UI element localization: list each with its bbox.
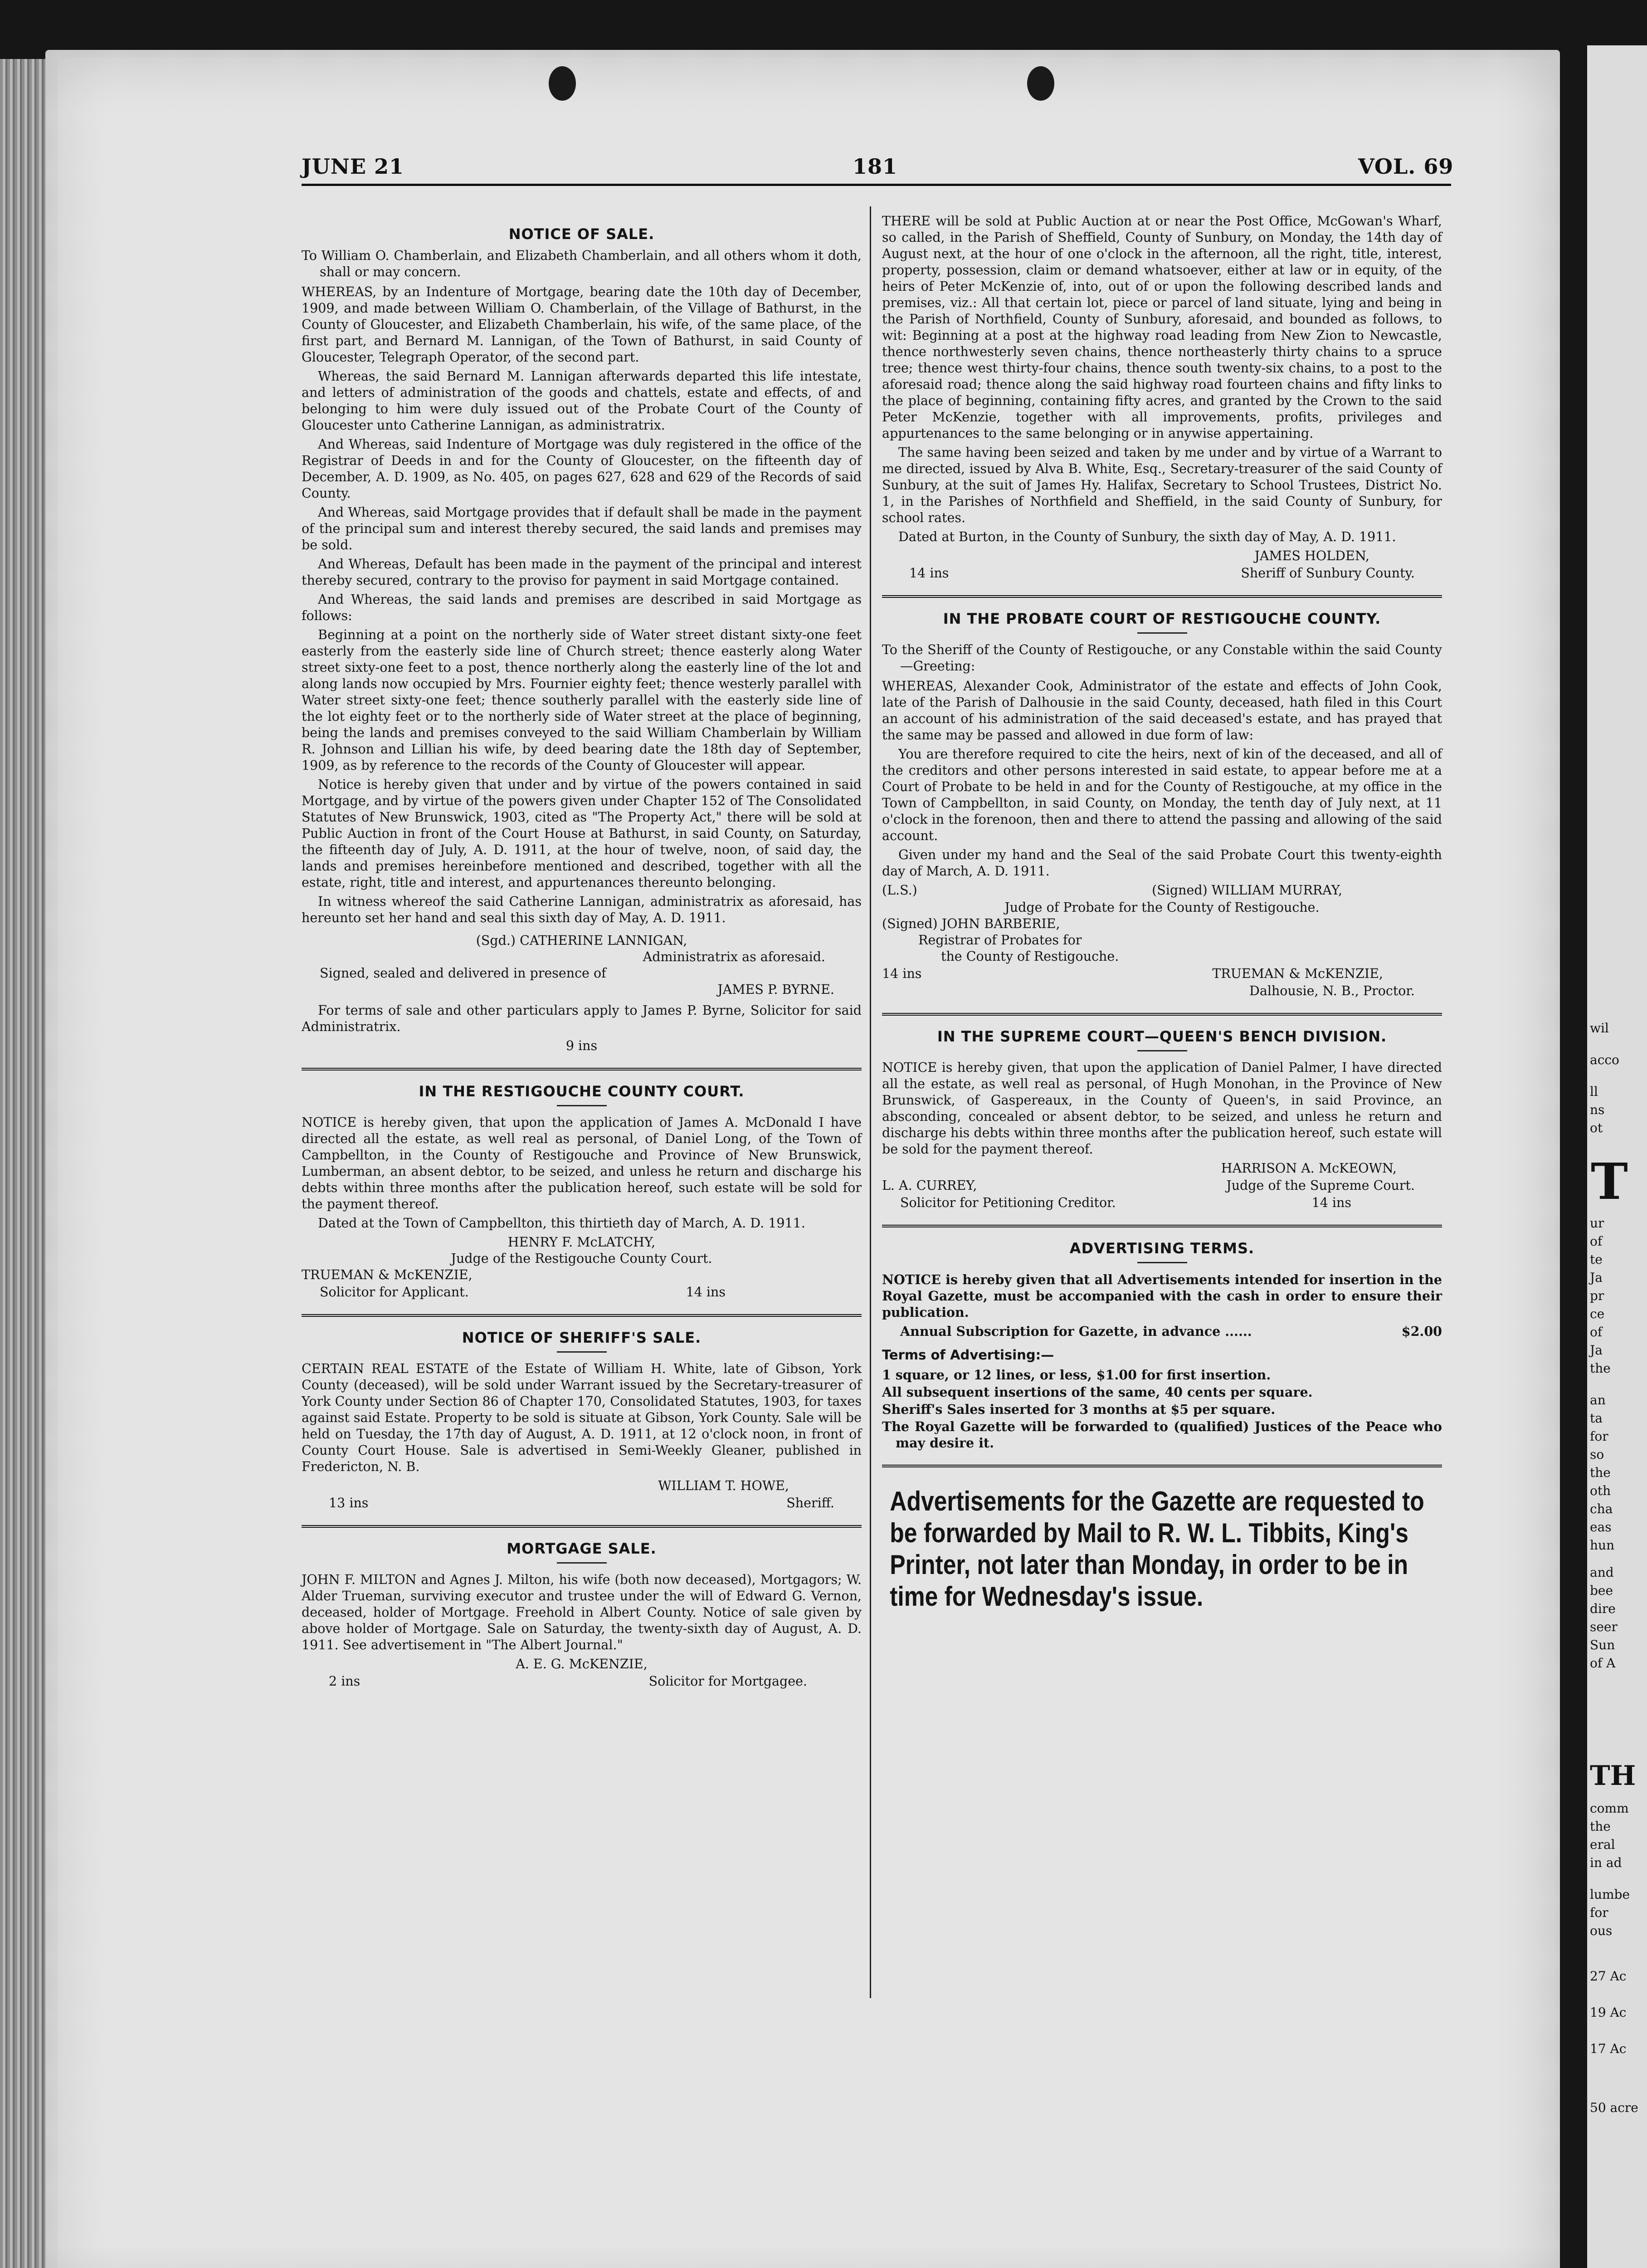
- fragment-text: ous: [1590, 1923, 1613, 1938]
- signature-name: A. E. G. McKENZIE,: [516, 1657, 648, 1672]
- notice-paragraph: NOTICE is hereby given that all Advertisements intended for insertion in the Royal Gazette, must be accompanied with the cash in order to ensure their publication.: [882, 1272, 1442, 1320]
- fragment-text: ur: [1590, 1216, 1604, 1231]
- header-rule: [302, 184, 1451, 186]
- notice-paragraph: And Whereas, Default has been made in the payment of the principal and interest thereby secured, contrary to the proviso for payment in said Mortgage contained.: [302, 557, 862, 588]
- signature-title: Judge of the Restigouche County Court.: [451, 1251, 712, 1266]
- registrar-name: (Signed) JOHN BARBERIE,: [882, 916, 1060, 931]
- notice-paragraph: And Whereas, said Indenture of Mortgage was duly registered in the office of the Registrar of Deeds in and for the County of Gloucester, on the fifteenth day of December, A. D. 1909, as No. 405, on pages 627, 628 and 629 of the Records of said County.: [302, 437, 862, 501]
- solicitor-role: Solicitor for Petitioning Creditor.: [900, 1195, 1116, 1210]
- terms-line: The Royal Gazette will be forwarded to (qualified) Justices of the Peace who may desire it.: [882, 1419, 1442, 1451]
- gazette-submission-notice: Advertisements for the Gazette are requested to be forwarded by Mail to R. W. L. Tibbits, King's Printer, not later than Monday, in order to be in time for Wednesday's issue.: [890, 1486, 1424, 1612]
- signature-name: JAMES HOLDEN,: [1254, 548, 1369, 563]
- sunbury-auction-notice: [882, 213, 1442, 582]
- fragment-text: of: [1590, 1325, 1603, 1339]
- fragment-text: te: [1590, 1252, 1603, 1267]
- notice-paragraph: Beginning at a point on the northerly side of Water street distant sixty-one feet easterly from the easterly side line of Church street; thence easterly along Water street sixty-one feet to a post, thence northerly along the easterly line of the lot and along lands now occupied by Mrs. Fournier eighty feet; thence westerly parallel with Water street sixty-one feet; thence southerly parallel with the easterly side line of the lot eighty feet or to the northerly side of Water street at the place of beginning, being the lands and premises conveyed to the said William Chamberlain by William R. Johnson and Lillian his wife, by deed bearing date the 18th day of September, 1909, as by reference to the records of the County of Gloucester will appear.: [302, 627, 862, 773]
- solicitor-row: [882, 1195, 1442, 1211]
- short-rule: [1137, 632, 1187, 634]
- signature-name: HARRISON A. McKEOWN,: [1221, 1161, 1397, 1176]
- short-rule: [557, 1105, 607, 1106]
- notice-paragraph: In witness whereof the said Catherine Lannigan, administratrix as aforesaid, has hereunto set her hand and seal this sixth day of May, A. D. 1911.: [302, 894, 862, 925]
- fragment-text: ta: [1590, 1411, 1603, 1426]
- terms-line: Sheriff's Sales inserted for 3 months at $5 per square.: [882, 1402, 1276, 1417]
- header-volume: VOL. 69: [1358, 154, 1454, 179]
- notice-title: IN THE RESTIGOUCHE COUNTY COURT.: [419, 1083, 745, 1100]
- notice-paragraph: JOHN F. MILTON and Agnes J. Milton, his wife (both now deceased), Mortgagors; W. Alder Trueman, surviving executor and trustee under the will of Edward G. Vernon, deceased, holder of Mortgage. Freehold in Albert County. Notice of sale given by above holder of Mortgage. Sale on Saturday, the twenty-sixth day of August, A. D. 1911. See advertisement in "The Albert Journal.": [302, 1572, 862, 1652]
- insertion-count: 2 ins: [329, 1674, 361, 1689]
- fragment-text: oth: [1590, 1483, 1611, 1498]
- fragment-text: of A: [1590, 1656, 1616, 1671]
- notice-title: NOTICE OF SALE.: [508, 225, 655, 243]
- fragment-text: 27 Ac: [1590, 1969, 1627, 1984]
- fragment-text: wil: [1590, 1021, 1609, 1036]
- fragment-text: an: [1590, 1393, 1606, 1408]
- notice-paragraph: CERTAIN REAL ESTATE of the Estate of William H. White, late of Gibson, York County (deceased), will be sold under Warrant issued by the Secretary-treasurer of York County under Section 86 of Chapter 170, Consolidated Statutes, 1903, for taxes against said Estate. Property to be sold is situate at Gibson, York County. Sale will be held on Tuesday, the 17th day of August, A. D. 1911, at 12 o'clock noon, in front of County Court House. Sale is advertised in Semi-Weekly Gleaner, published in Fredericton, N. B.: [302, 1361, 862, 1474]
- terms-paragraph: For terms of sale and other particulars apply to James P. Byrne, Solicitor for said Administratrix.: [302, 1003, 862, 1034]
- signature-name: WILLIAM T. HOWE,: [658, 1478, 789, 1493]
- notice-paragraph: WHEREAS, Alexander Cook, Administrator of the estate and effects of John Cook, late of the Parish of Dalhousie in the said County, deceased, hath filed in this Court an account of his administration of the said deceased's estate, and has prayed that the same may be passed and allowed in due form of law:: [882, 679, 1442, 743]
- notice-paragraph: Whereas, the said Bernard M. Lannigan afterwards departed this life intestate, and letters of administration of the goods and chattels, estate and effects, of and belonging to him were duly issued out of the Probate Court of the County of Gloucester unto Catherine Lannigan, as administratrix.: [302, 369, 862, 433]
- mortgage-sale-notice: [302, 1540, 862, 1690]
- fragment-text: the: [1590, 1465, 1611, 1480]
- fragment-text: ot: [1590, 1120, 1603, 1135]
- short-rule: [557, 1351, 607, 1353]
- fragment-text: cha: [1590, 1501, 1613, 1516]
- fragment-text: ce: [1590, 1306, 1605, 1321]
- insertion-count: 9 ins: [565, 1038, 598, 1053]
- witness-name: JAMES P. BYRNE.: [717, 982, 834, 997]
- subscription-row: [882, 1323, 1442, 1339]
- sheriffs-sale-notice: [302, 1330, 862, 1511]
- subscription-label: Annual Subscription for Gazette, in advance ......: [900, 1324, 1252, 1339]
- section-rule: [882, 595, 1442, 598]
- signature-name: HENRY F. McLATCHY,: [507, 1235, 656, 1250]
- insertion-count: 14 ins: [909, 566, 949, 581]
- notice-paragraph: You are therefore required to cite the heirs, next of kin of the deceased, and all of the creditors and other persons interested in said estate, to appear before me at a Court of Probate to be held in and for the County of Restigouche, at my office in the Town of Campbellton, in said County, on Monday, the tenth day of July next, at 11 o'clock in the forenoon, then and there to attend the passing and allowing of the said account.: [882, 747, 1442, 843]
- notice-paragraph: And Whereas, the said lands and premises are described in said Mortgage as follows:: [302, 592, 862, 623]
- fragment-text: lumbe: [1590, 1887, 1630, 1902]
- firm-role: Dalhousie, N. B., Proctor.: [1249, 983, 1415, 998]
- fragment-dropcap: T: [1591, 1152, 1628, 1211]
- section-rule: [882, 1013, 1442, 1016]
- right-column: [882, 213, 1442, 1613]
- fragment-text: 50 acre: [1590, 2100, 1638, 2115]
- header-page-number: 181: [853, 154, 898, 179]
- probate-court-notice: [882, 611, 1442, 999]
- notice-paragraph: WHEREAS, by an Indenture of Mortgage, bearing date the 10th day of December, 1909, and made between William O. Chamberlain, of the Village of Bathurst, in the County of Gloucester, and Elizabeth Chamberlain, his wife, of the same place, of the first part, and Bernard M. Lannigan, of the Town of Bathurst, in said County of Gloucester, Telegraph Operator, of the second part.: [302, 284, 862, 365]
- notice-paragraph: Given under my hand and the Seal of the said Probate Court this twenty-eighth day of March, A. D. 1911.: [882, 847, 1442, 879]
- fragment-text: ll: [1590, 1084, 1598, 1099]
- notice-of-sale: [302, 226, 862, 1054]
- fragment-text: Ja: [1590, 1343, 1603, 1358]
- adjacent-page-fragment: [1587, 45, 1647, 2268]
- short-rule: [1137, 1050, 1187, 1051]
- header-date: JUNE 21: [302, 154, 404, 179]
- notice-paragraph: Dated at the Town of Campbellton, this thirtieth day of March, A. D. 1911.: [318, 1216, 805, 1231]
- fragment-text: Sun: [1590, 1637, 1615, 1652]
- section-rule: [882, 1225, 1442, 1227]
- terms-line: 1 square, or 12 lines, or less, $1.00 for first insertion.: [882, 1367, 1271, 1383]
- firm-row: [302, 1284, 862, 1300]
- notice-address: To the Sheriff of the County of Restigouche, or any Constable within the said County—Greeting:: [882, 642, 1442, 674]
- page-stack-edge: [0, 59, 50, 2268]
- firm-name: TRUEMAN & McKENZIE,: [1212, 966, 1383, 981]
- restigouche-county-court-notice: [302, 1083, 862, 1300]
- notice-title: NOTICE OF SHERIFF'S SALE.: [462, 1329, 702, 1346]
- fragment-text: hun: [1590, 1538, 1615, 1553]
- fragment-text: and: [1590, 1565, 1614, 1580]
- insertion-count: 14 ins: [686, 1285, 726, 1300]
- signature-row: [302, 1673, 862, 1690]
- registrar-title: the County of Restigouche.: [941, 949, 1119, 964]
- fragment-text: the: [1590, 1819, 1611, 1834]
- fragment-text: bee: [1590, 1583, 1613, 1598]
- signature-row: [882, 565, 1442, 582]
- supreme-court-notice: [882, 1028, 1442, 1211]
- signature-title: Administratrix as aforesaid.: [643, 949, 825, 964]
- signature-title: Judge of Probate for the County of Restigouche.: [1004, 900, 1320, 915]
- firm-name: TRUEMAN & McKENZIE,: [302, 1267, 473, 1282]
- registrar-title: Registrar of Probates for: [918, 933, 1082, 948]
- fragment-text: of: [1590, 1234, 1603, 1249]
- notice-title: MORTGAGE SALE.: [507, 1540, 657, 1557]
- notice-title: IN THE SUPREME COURT—QUEEN'S BENCH DIVISION.: [937, 1028, 1387, 1045]
- fragment-text: Ja: [1590, 1270, 1603, 1285]
- fragment-text: for: [1590, 1429, 1608, 1444]
- punch-hole-right: [1027, 66, 1054, 101]
- fragment-text: eral: [1590, 1837, 1615, 1852]
- notice-title: ADVERTISING TERMS.: [1069, 1240, 1255, 1257]
- fragment-text: TH: [1590, 1760, 1636, 1792]
- signature-title: Solicitor for Mortgagee.: [648, 1674, 807, 1689]
- notice-paragraph: And Whereas, said Mortgage provides that if default shall be made in the payment of the principal sum and interest thereby secured, the said lands and premises may be sold.: [302, 505, 862, 552]
- notice-paragraph: Dated at Burton, in the County of Sunbury, the sixth day of May, A. D. 1911.: [898, 529, 1396, 544]
- fragment-text: ns: [1590, 1102, 1605, 1117]
- signature-title: Sheriff of Sunbury County.: [1241, 566, 1415, 581]
- insertion-count: 13 ins: [329, 1496, 369, 1510]
- fragment-text: eas: [1590, 1520, 1612, 1535]
- section-rule: [302, 1314, 862, 1317]
- fragment-text: the: [1590, 1361, 1611, 1376]
- terms-heading: Terms of Advertising:—: [882, 1347, 1054, 1363]
- insertion-count: 14 ins: [1311, 1195, 1351, 1210]
- subscription-price: $2.00: [1401, 1324, 1442, 1339]
- seal-mark: (L.S.): [882, 883, 917, 898]
- fragment-text: in ad: [1590, 1855, 1622, 1870]
- signature-name: (Signed) WILLIAM MURRAY,: [1152, 883, 1342, 898]
- fragment-text: so: [1590, 1447, 1604, 1462]
- notice-paragraph: THERE will be sold at Public Auction at or near the Post Office, McGowan's Wharf, so called, in the Parish of Sheffield, County of Sunbury, on Monday, the 14th day of August next, at the hour of one o'clock in the afternoon, all the right, title, interest, property, possession, claim or demand whatsoever, either at law or in equity, of the heirs of Peter McKenzie of, into, out of or upon the following described lands and premises, viz.: All that certain lot, piece or parcel of land situate, lying and being in the Parish of Northfield, County of Sunbury, aforesaid, and bounded as follows, to wit: Beginning at a post at the highway road leading from New Zion to Newcastle, thence northwesterly seven chains, thence northeasterly thirty chains to a spruce tree; thence west thirty-four chains, thence south twenty-six chains, to a post to the aforesaid road; thence along the said highway road fourteen chains and fifty links to the place of beginning, containing fifty acres, and granted by the Crown to the said Peter McKenzie, together with all improvements, profits, privileges and appurtenances to the same belonging or in anywise appertaining.: [882, 214, 1442, 441]
- signature-title: Sheriff.: [786, 1496, 834, 1510]
- firm-role: Solicitor for Applicant.: [320, 1285, 469, 1300]
- signature-title: Judge of the Supreme Court.: [1226, 1178, 1415, 1193]
- column-divider: [870, 206, 871, 1998]
- section-rule: [302, 1068, 862, 1070]
- fragment-text: dire: [1590, 1601, 1616, 1616]
- fragment-text: seer: [1590, 1619, 1618, 1634]
- short-rule: [1137, 1262, 1187, 1263]
- signature-row: [302, 1495, 862, 1511]
- section-rule: [302, 1525, 862, 1528]
- fragment-text: 19 Ac: [1590, 2005, 1627, 2020]
- fragment-text: 17 Ac: [1590, 2041, 1627, 2056]
- notice-paragraph: Notice is hereby given that under and by virtue of the powers contained in said Mortgage, and by virtue of the powers given under Chapter 152 of The Consolidated Statutes of New Brunswick, 1903, cited as "The Property Act," there will be sold at Public Auction in front of the Court House at Bathurst, in said County, on Saturday, the fifteenth day of July, A. D. 1911, at the hour of twelve, noon, of said day, the lands and premises hereinbefore mentioned and described, together with all the estate, right, title and interest, and appurtenances thereunto belonging.: [302, 777, 862, 890]
- notice-paragraph: NOTICE is hereby given, that upon the application of Daniel Palmer, I have directed all the estate, as well real as personal, of Hugh Monohan, in the Province of New Brunswick, of Gaspereaux, in the County of Queen's, in said Province, an absconding, concealed or absent debtor, to be seized, and unless he return and discharge his debts within three months after the publication hereof, such estate will be sold for the payment thereof.: [882, 1060, 1442, 1157]
- fragment-text: comm: [1590, 1801, 1629, 1816]
- notice-paragraph: The same having been seized and taken by me under and by virtue of a Warrant to me directed, issued by Alva B. White, Esq., Secretary-treasurer of the said County of Sunbury, at the suit of James Hy. Halifax, Secretary to School Trustees, District No. 1, in the Parishes of Northfield and Sheffield, in the said County of Sunbury, for school rates.: [882, 445, 1442, 525]
- signature-row: [882, 882, 1442, 899]
- fragment-text: for: [1590, 1905, 1608, 1920]
- signature-name: (Sgd.) CATHERINE LANNIGAN,: [476, 933, 687, 948]
- firm-row: [882, 966, 1442, 982]
- notice-paragraph: NOTICE is hereby given, that upon the application of James A. McDonald I have directed all the estate, as well real as personal, of Daniel Long, of the Town of Campbellton, in the County of Restigouche and Province of New Brunswick, Lumberman, an absent debtor, to be seized, and unless he return and discharge his debts within three months after the publication hereof, such estate will be sold for the payment thereof.: [302, 1115, 862, 1212]
- terms-line: All subsequent insertions of the same, 40 cents per square.: [882, 1384, 1313, 1400]
- fragment-text: pr: [1590, 1288, 1604, 1303]
- fragment-text: acco: [1590, 1052, 1619, 1067]
- signature-row: [882, 1178, 1442, 1194]
- section-rule: [882, 1465, 1442, 1467]
- punch-hole-left: [549, 66, 576, 101]
- notice-title: IN THE PROBATE COURT OF RESTIGOUCHE COUNTY.: [943, 610, 1381, 627]
- insertion-count: 14 ins: [882, 966, 922, 981]
- advertising-terms: [882, 1240, 1442, 1451]
- witness-line: Signed, sealed and delivered in presence of: [320, 966, 606, 981]
- solicitor-name: L. A. CURREY,: [882, 1178, 977, 1193]
- left-column: [302, 213, 862, 1696]
- notice-address: To William O. Chamberlain, and Elizabeth Chamberlain, and all others whom it doth, shall or may concern.: [302, 248, 862, 279]
- short-rule: [557, 1562, 607, 1564]
